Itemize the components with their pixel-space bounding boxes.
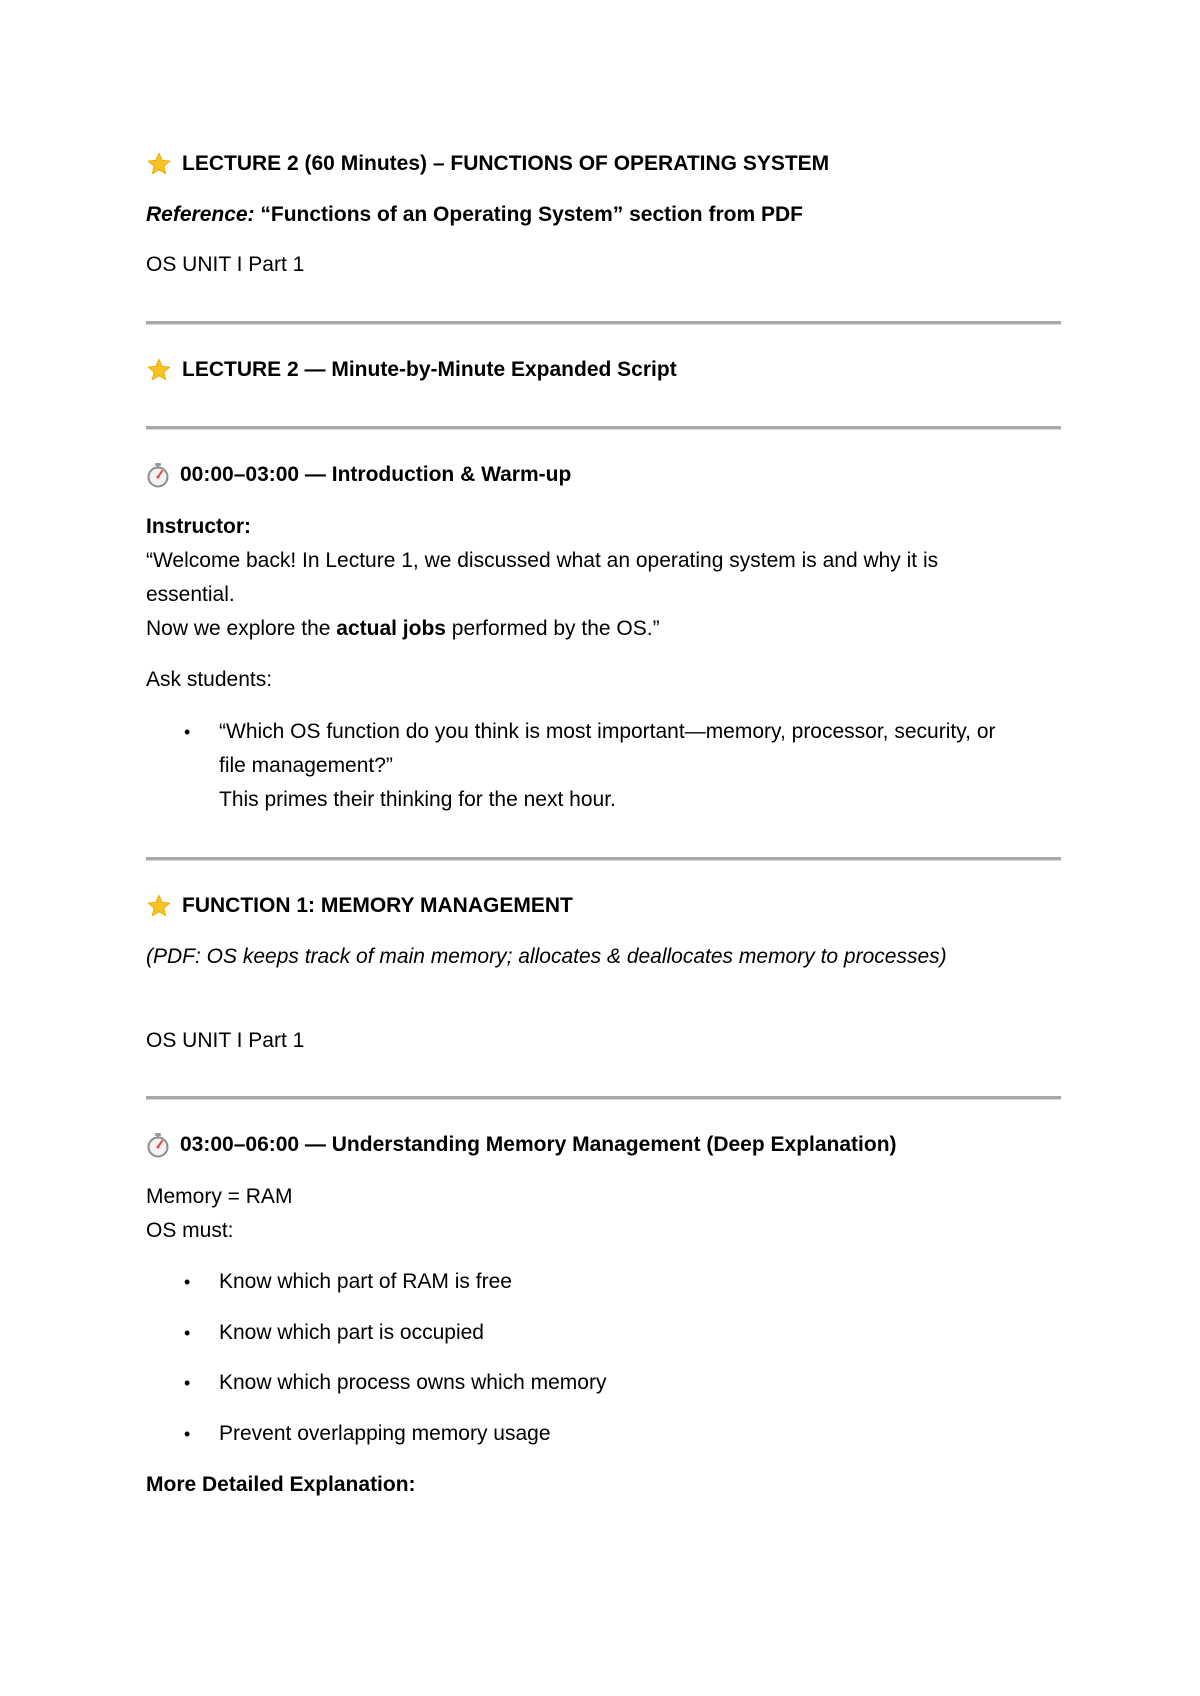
list-item: • Know which part is occupied xyxy=(184,1316,484,1350)
bullet: • xyxy=(184,1323,191,1343)
reference-text: “Functions of an Operating System” section from PDF xyxy=(254,203,803,226)
lecture-title: LECTURE 2 (60 Minutes) – FUNCTIONS OF OPERATING SYSTEM xyxy=(146,147,829,181)
list-item-continuation: This primes their thinking for the next hour. xyxy=(219,788,616,811)
segment-title: 03:00–06:00 — Understanding Memory Management (Deep Explanation) xyxy=(146,1128,897,1162)
segment-title: 00:00–03:00 — Introduction & Warm-up xyxy=(146,458,571,492)
star-icon xyxy=(146,357,172,383)
star-icon xyxy=(146,893,172,919)
divider xyxy=(146,1096,1061,1100)
bullet: • xyxy=(184,1424,191,1444)
divider xyxy=(146,857,1061,861)
list-item: • Prevent overlapping memory usage xyxy=(184,1417,551,1451)
pdf-note: (PDF: OS keeps track of main memory; allocates & deallocates memory to processes) xyxy=(146,945,947,968)
script-title: LECTURE 2 — Minute-by-Minute Expanded Script xyxy=(146,353,677,387)
bullet: • xyxy=(184,1373,191,1393)
divider xyxy=(146,321,1061,325)
os-must-line: OS must: xyxy=(146,1219,234,1242)
stopwatch-icon xyxy=(146,1132,170,1158)
star-icon xyxy=(146,151,172,177)
divider xyxy=(146,426,1061,430)
list-item-continuation: file management?” xyxy=(219,754,393,777)
list-item: • Know which part of RAM is free xyxy=(184,1265,512,1299)
bullet: • xyxy=(184,1272,191,1292)
memory-line: Memory = RAM xyxy=(146,1185,293,1208)
ask-students-label: Ask students: xyxy=(146,668,273,691)
reference-label: Reference: xyxy=(146,203,255,226)
quote-line: “Welcome back! In Lecture 1, we discussed what an operating system is and why it is xyxy=(146,549,939,572)
unit-label: OS UNIT I Part 1 xyxy=(146,1029,305,1052)
list-item: • Know which process owns which memory xyxy=(184,1366,606,1400)
list-item: • “Which OS function do you think is most important—memory, processor, security, or xyxy=(184,715,996,749)
instructor-label: Instructor: xyxy=(146,515,251,538)
more-detail-heading: More Detailed Explanation: xyxy=(146,1473,416,1496)
stopwatch-icon xyxy=(146,462,170,488)
reference-line xyxy=(146,198,803,232)
quote-line: Now we explore the actual jobs performed by the OS.” xyxy=(146,617,660,640)
quote-line: essential. xyxy=(146,583,235,606)
unit-label: OS UNIT I Part 1 xyxy=(146,253,305,276)
bullet: • xyxy=(184,722,191,742)
function-title: FUNCTION 1: MEMORY MANAGEMENT xyxy=(146,889,573,923)
